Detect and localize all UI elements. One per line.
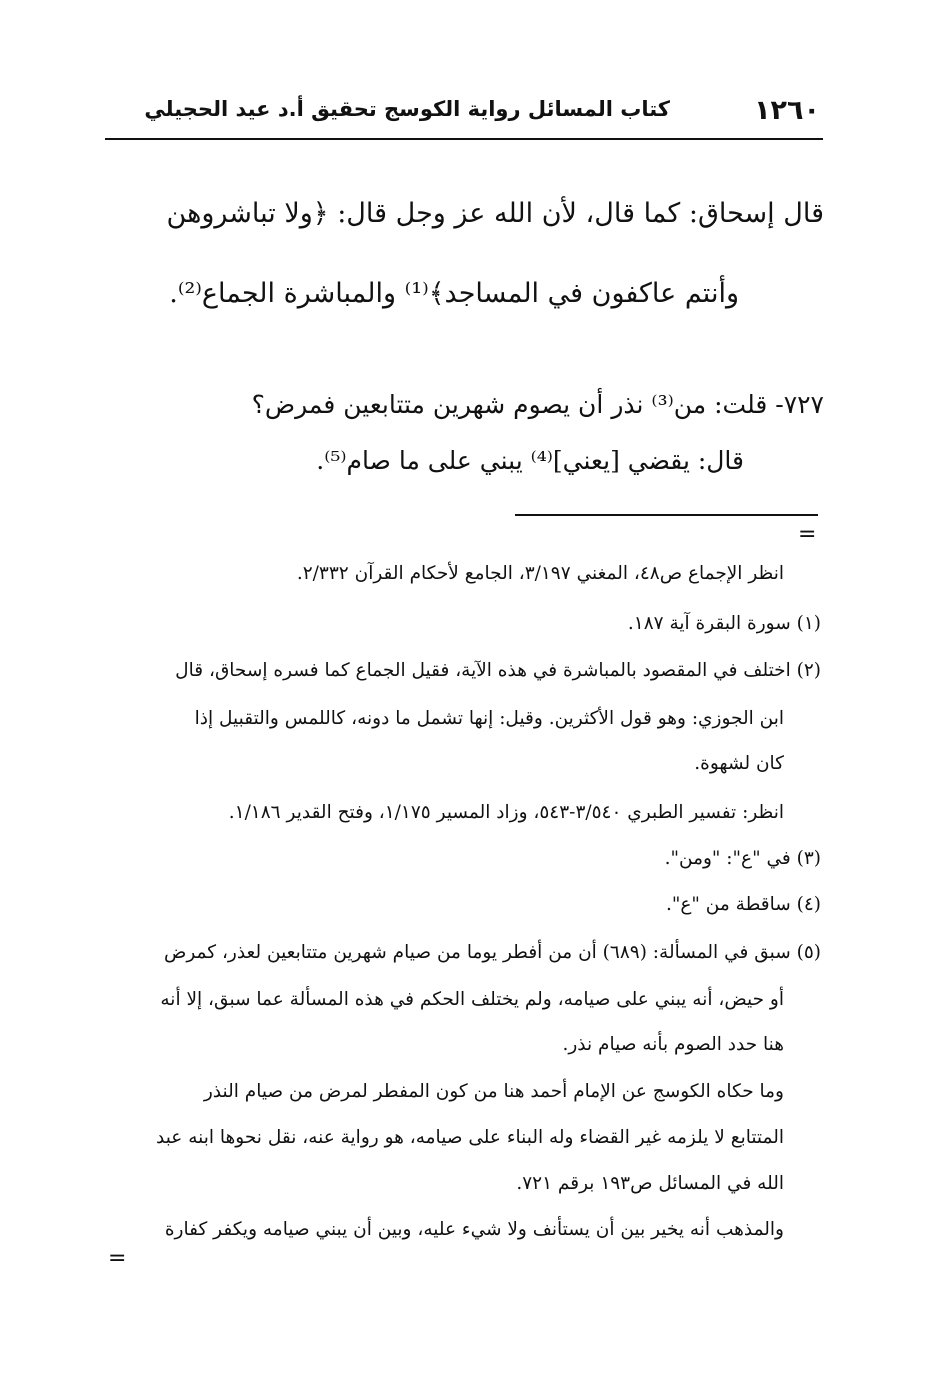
main-text-line-1: قال إسحاق: كما قال، لأن الله عز وجل قال: ﴿ولا تباشروهن <box>166 198 824 229</box>
page-number: ١٢٦٠ <box>754 95 820 126</box>
footnote-1: (١) سورة البقرة آية ١٨٧. <box>627 613 821 634</box>
continuation-mark-bottom: = <box>108 1246 127 1271</box>
answer-727: قال: يقضي [يعني]⁽⁴⁾ يبني على ما صام⁽⁵⁾. <box>316 446 744 475</box>
footnote-5-line-1: (٥) سبق في المسألة: (٦٨٩) أن من أفطر يوما من صيام شهرين متتابعين لعذر، كمرض <box>163 942 821 963</box>
footnote-5-line-6: الله في المسائل ص١٩٣ برقم ٧٢١. <box>516 1173 784 1194</box>
footnote-2-line-2: ابن الجوزي: وهو قول الأكثرين. وقيل: إنها تشمل ما دونه، كاللمس والتقبيل إذا <box>194 708 784 729</box>
main-text-line-2: وأنتم عاكفون في المساجد﴾⁽¹⁾ والمباشرة الجماع⁽²⁾. <box>169 278 739 309</box>
footnote-2-line-1: (٢) اختلف في المقصود بالمباشرة في هذه الآية، فقيل الجماع كما فسره إسحاق، قال <box>175 660 821 681</box>
footnote-5-line-4: وما حكاه الكوسج عن الإمام أحمد هنا من كون المفطر لمرض من صيام النذر <box>203 1081 784 1102</box>
footnote-continued: انظر الإجماع ص٤٨، المغني ٣/١٩٧، الجامع لأحكام القرآن ٢/٣٣٢. <box>296 563 784 584</box>
footnote-5-line-7: والمذهب أنه يخير بين أن يستأنف ولا شيء عليه، وبين أن يبني صيامه ويكفر كفارة <box>164 1219 784 1240</box>
footnote-2-line-4: انظر: تفسير الطبري ٣/٥٤٠-٥٤٣، وزاد المسير ١/١٧٥، وفتح القدير ١/١٨٦. <box>228 802 784 823</box>
footnote-5-line-3: هنا حدد الصوم بأنه صيام نذر. <box>562 1034 784 1055</box>
page-header <box>105 95 820 137</box>
footnote-3: (٣) في "ع": "ومن". <box>664 848 821 869</box>
header-rule <box>105 138 823 140</box>
footnote-5-line-5: المتتابع لا يلزمه غير القضاء وله البناء على صيامه، هو رواية عنه، نقل نحوها ابنه عبد <box>156 1127 784 1148</box>
footnote-5-line-2: أو حيض، أنه يبني على صيامه، ولم يختلف الحكم في هذه المسألة عما سبق، إلا أنه <box>160 989 784 1010</box>
question-727: ٧٢٧- قلت: من⁽³⁾ نذر أن يصوم شهرين متتابعين فمرض؟ <box>251 390 824 419</box>
footnote-separator-rule <box>515 514 818 516</box>
continuation-mark-top: = <box>798 522 817 547</box>
running-title: كتاب المسائل رواية الكوسج تحقيق أ.د عيد الحجيلي <box>144 97 670 121</box>
footnote-2-line-3: كان لشهوة. <box>694 753 784 774</box>
footnote-4: (٤) ساقطة من "ع". <box>665 894 821 915</box>
